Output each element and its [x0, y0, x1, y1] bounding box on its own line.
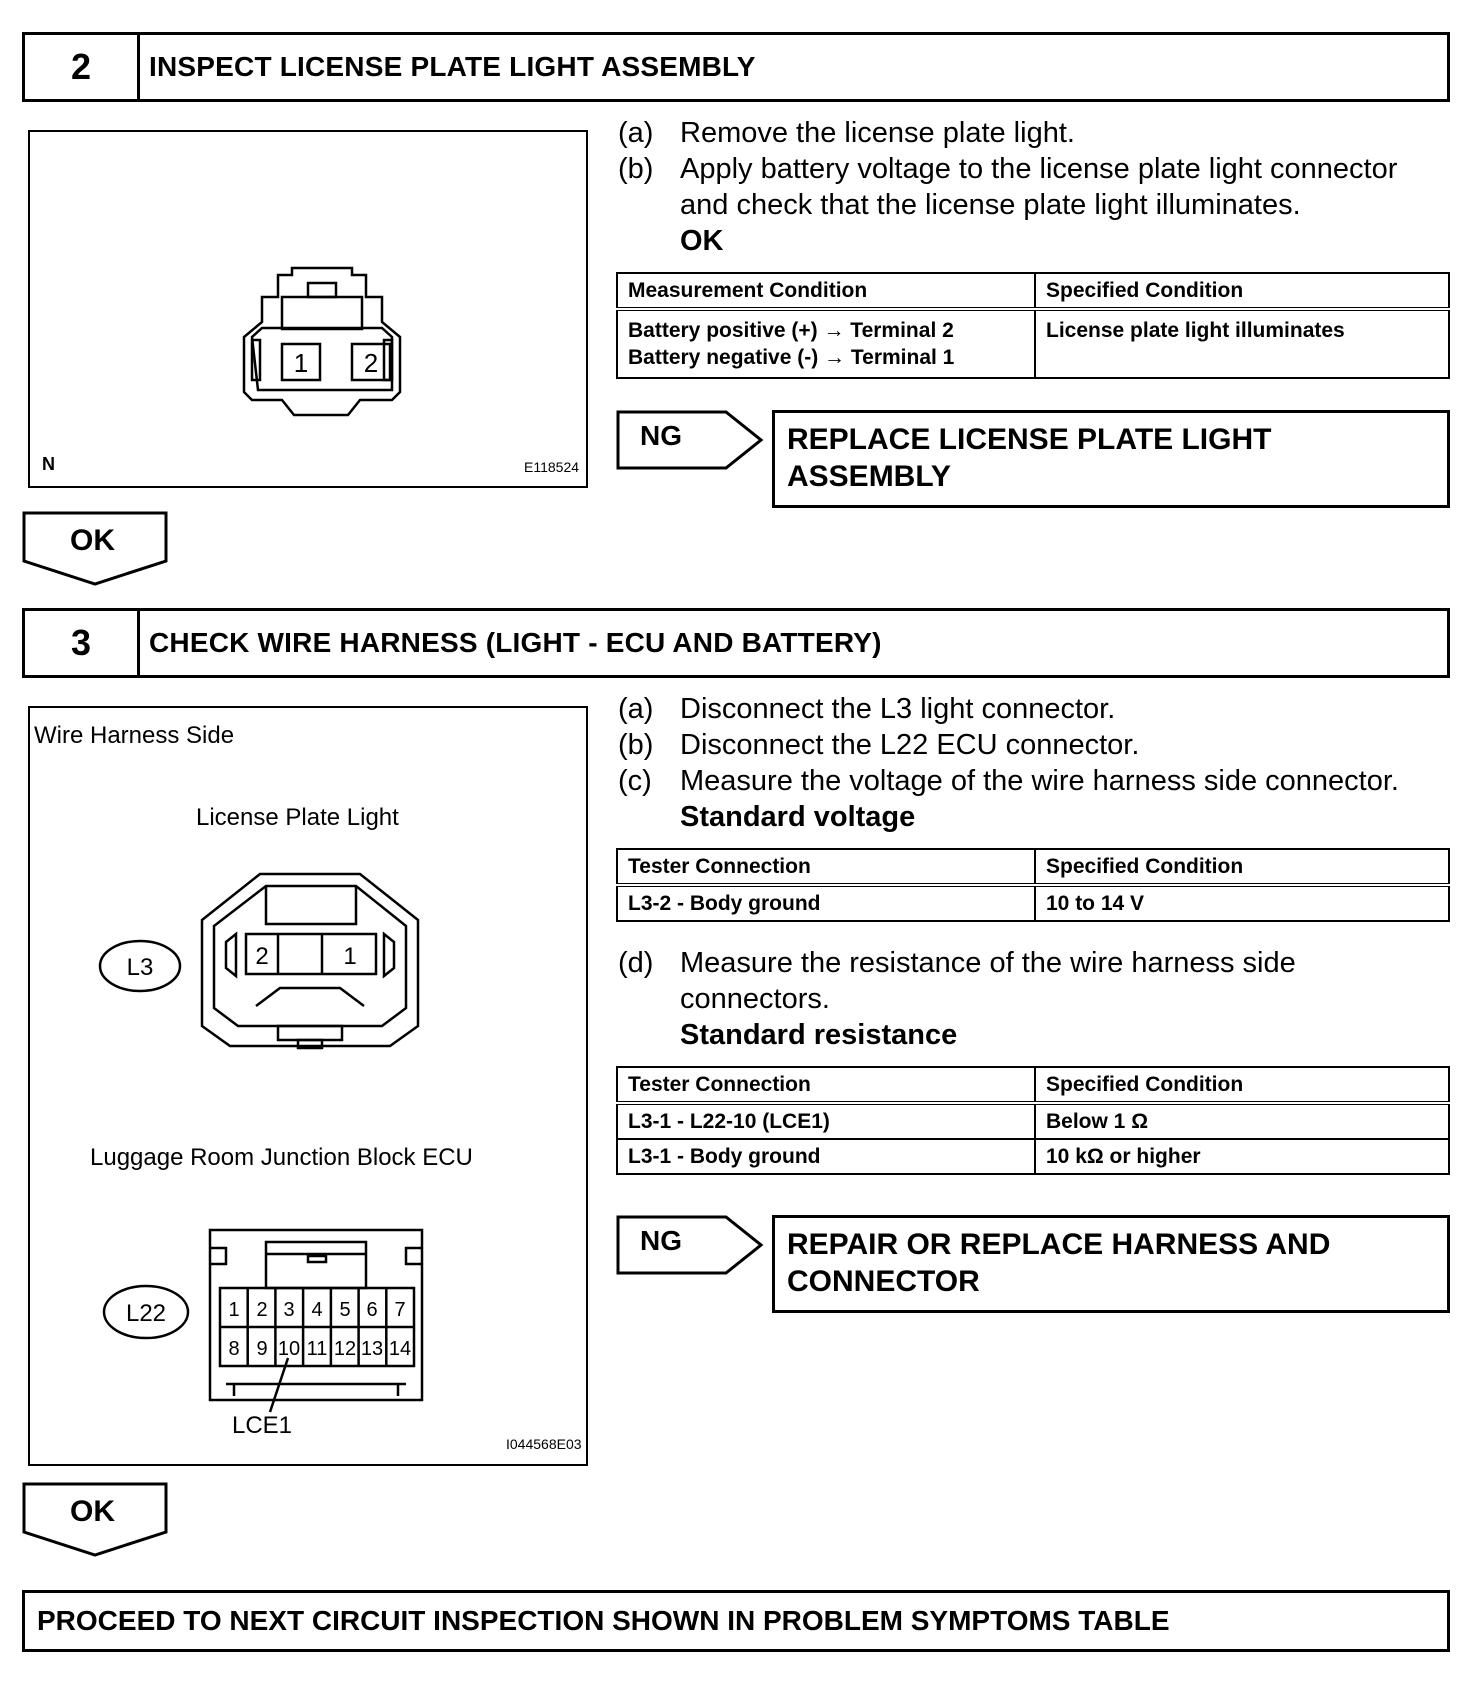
step-2-number: 2 [25, 35, 140, 99]
step-2-figure [28, 130, 588, 488]
instruction-b: (b) Apply battery voltage to the license plate light connector [618, 153, 1398, 185]
ecu-label: Luggage Room Junction Block ECU [90, 1144, 473, 1171]
terminal-1-label: 1 [293, 348, 309, 378]
ng-label: NG [640, 420, 682, 451]
table-row: L3-1 - L22-10 (LCE1) Below 1 Ω [617, 1103, 1449, 1139]
ng-action-box: REPAIR OR REPLACE HARNESS AND CONNECTOR [772, 1215, 1450, 1313]
ng-label: NG [640, 1225, 682, 1256]
step-2-title: INSPECT LICENSE PLATE LIGHT ASSEMBLY [149, 51, 756, 82]
terminal-2-label: 2 [363, 348, 379, 378]
l22-terminal: 4 [311, 1299, 323, 1321]
figure-corner-label: N [42, 454, 55, 474]
connector-diagrams [30, 708, 586, 1464]
ng-arrow [616, 1215, 766, 1275]
result-heading: OK [680, 225, 724, 257]
step-2-instructions [618, 115, 1458, 259]
l22-terminal: 5 [339, 1299, 351, 1321]
l22-terminal: 9 [256, 1338, 268, 1360]
lce1-label: LCE1 [231, 1412, 293, 1439]
step-3-figure [28, 706, 588, 1466]
instruction-a: (a) Remove the license plate light. [618, 117, 1075, 149]
voltage-heading: Standard voltage [680, 801, 916, 833]
resistance-table [616, 1066, 1450, 1175]
l22-terminal: 13 [360, 1338, 384, 1360]
final-instruction-box: PROCEED TO NEXT CIRCUIT INSPECTION SHOWN IN PROBLEM SYMPTOMS TABLE [22, 1590, 1450, 1652]
license-plate-light-label: License Plate Light [196, 804, 399, 831]
table-header: Specified Condition [1035, 849, 1449, 885]
l22-label: L22 [125, 1300, 167, 1327]
l22-terminal: 7 [394, 1299, 406, 1321]
step-3-instructions [618, 691, 1458, 835]
figure-id: E118524 [524, 459, 580, 475]
ok-label: OK [70, 1495, 115, 1528]
instruction-b: (b) Disconnect the L22 ECU connector. [618, 729, 1140, 761]
step-3-title: CHECK WIRE HARNESS (LIGHT - ECU AND BATTERY) [149, 627, 882, 658]
l22-terminal: 3 [283, 1299, 295, 1321]
l22-terminal: 2 [256, 1299, 268, 1321]
resistance-heading: Standard resistance [680, 1019, 958, 1051]
ng-arrow [616, 410, 766, 470]
step-2-spec-table [616, 272, 1450, 379]
table-header: Tester Connection [617, 849, 1035, 885]
instruction-b-cont: and check that the license plate light illuminates. [680, 189, 1301, 221]
step-3-header [22, 608, 1450, 678]
step-3-number: 3 [25, 611, 140, 675]
l3-label: L3 [126, 954, 154, 981]
table-header: Measurement Condition [617, 273, 1035, 309]
instruction-a: (a) Disconnect the L3 light connector. [618, 693, 1116, 725]
license-plate-light-connector-diagram [30, 132, 586, 486]
voltage-table [616, 848, 1450, 922]
table-header: Specified Condition [1035, 273, 1449, 309]
l22-terminal: 8 [228, 1338, 240, 1360]
l22-terminal: 11 [306, 1338, 328, 1360]
l3-terminal-1: 1 [343, 943, 357, 970]
l3-terminal-2: 2 [255, 943, 269, 970]
instruction-d: (d) Measure the resistance of the wire harness side connectors. Standard resistance [618, 945, 1458, 1053]
step-2-header [22, 32, 1450, 102]
table-row: Battery positive (+) → Terminal 2 Battery negative (-) → Terminal 1 License plate light illuminates [617, 309, 1449, 378]
ng-action-box: REPLACE LICENSE PLATE LIGHT ASSEMBLY [772, 410, 1450, 508]
figure-id: I044568E03 [506, 1436, 582, 1452]
instruction-c: (c) Measure the voltage of the wire harness side connector. [618, 765, 1399, 797]
wire-harness-side-label: Wire Harness Side [34, 722, 235, 749]
l22-terminal: 14 [388, 1338, 412, 1360]
table-header: Tester Connection [617, 1067, 1035, 1103]
l22-terminal: 10 [277, 1338, 301, 1360]
ok-label: OK [70, 524, 115, 557]
l22-terminal: 1 [228, 1299, 240, 1321]
l22-terminal: 6 [366, 1299, 378, 1321]
l22-terminal: 12 [333, 1338, 357, 1360]
table-header: Specified Condition [1035, 1067, 1449, 1103]
table-row: L3-2 - Body ground 10 to 14 V [617, 885, 1449, 921]
table-row: L3-1 - Body ground 10 kΩ or higher [617, 1139, 1449, 1174]
